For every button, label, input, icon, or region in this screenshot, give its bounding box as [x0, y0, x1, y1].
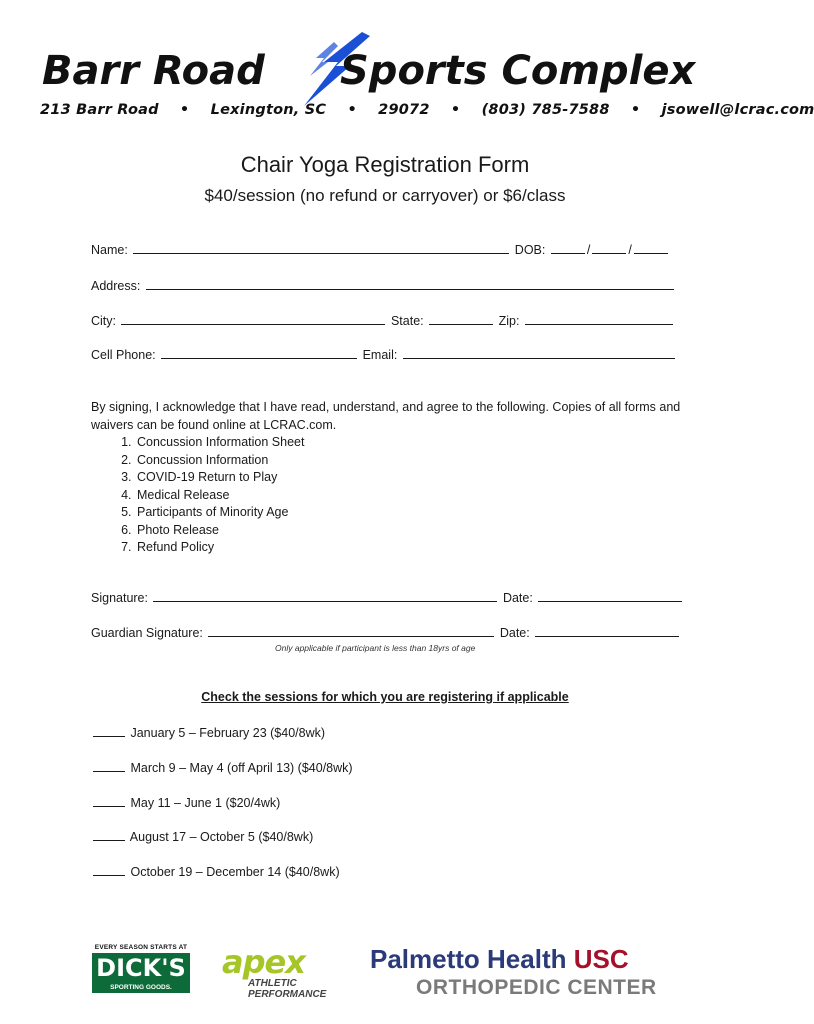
- dicks-subtitle: SPORTING GOODS.: [92, 983, 190, 993]
- palmetto-line2: ORTHOPEDIC CENTER: [416, 976, 657, 999]
- date-label: Date:: [502, 591, 533, 605]
- session-row: [91, 864, 340, 879]
- form-subtitle: $40/session (no refund or carryover) or $6/class: [204, 186, 566, 205]
- list-item: 7. Refund Policy: [135, 539, 681, 557]
- contact-line: [40, 102, 814, 118]
- signature-row: [91, 590, 684, 605]
- dob-slash: /: [586, 243, 591, 257]
- acknowledgement-text: By signing, I acknowledge that I have read, understand, and agree to the following. Copies of all forms and waivers can be found online at LCRAC.com.: [91, 400, 681, 432]
- list-item: 5. Participants of Minority Age: [135, 504, 681, 522]
- phone-email-row: [91, 347, 677, 362]
- list-item: 3. COVID-19 Return to Play: [135, 469, 681, 487]
- state-label: State:: [390, 314, 424, 328]
- cell-phone-field[interactable]: [161, 347, 357, 359]
- zip-label: Zip:: [498, 314, 520, 328]
- session-row: [91, 795, 280, 810]
- date-label: Date:: [499, 626, 530, 640]
- sessions-heading: Check the sessions for which you are registering if applicable: [201, 690, 569, 704]
- name-label: Name:: [91, 243, 128, 257]
- signature-date-field[interactable]: [538, 590, 682, 602]
- separator: •: [450, 102, 461, 118]
- phone-number: (803) 785-7588: [481, 102, 610, 118]
- apex-athletic-logo: [222, 943, 340, 1002]
- session-checkbox[interactable]: [93, 760, 125, 772]
- guardian-date-field[interactable]: [535, 625, 679, 637]
- apex-line1: ATHLETIC: [248, 978, 297, 989]
- zip-code: 29072: [378, 102, 430, 118]
- signature-label: Signature:: [91, 591, 148, 605]
- session-checkbox[interactable]: [93, 795, 125, 807]
- email-field[interactable]: [403, 347, 675, 359]
- session-label: August 17 – October 5 ($40/8wk): [129, 830, 314, 844]
- session-row: [91, 829, 313, 844]
- dicks-name: DICK'S: [92, 953, 190, 983]
- address-field[interactable]: [146, 278, 674, 290]
- session-label: May 11 – June 1 ($20/4wk): [130, 796, 281, 810]
- state-field[interactable]: [429, 313, 493, 325]
- session-checkbox[interactable]: [93, 829, 125, 841]
- session-checkbox[interactable]: [93, 725, 125, 737]
- usc-text: USC: [573, 944, 629, 974]
- separator: •: [347, 102, 357, 118]
- guardian-signature-row: [91, 625, 681, 640]
- session-label: October 19 – December 14 ($40/8wk): [130, 865, 340, 879]
- session-label: January 5 – February 23 ($40/8wk): [130, 726, 326, 740]
- dob-month-field[interactable]: [551, 242, 585, 254]
- session-row: [91, 760, 353, 775]
- guardian-signature-label: Guardian Signature:: [91, 626, 203, 640]
- address-row: [91, 278, 676, 293]
- apex-word: apex: [222, 943, 305, 981]
- city-state: Lexington, SC: [210, 102, 327, 118]
- list-item: 4. Medical Release: [135, 487, 681, 505]
- address-label: Address:: [91, 279, 141, 293]
- city-label: City:: [91, 314, 116, 328]
- separator: •: [179, 102, 190, 118]
- city-field[interactable]: [121, 313, 385, 325]
- city-state-zip-row: [91, 313, 675, 328]
- contact-email: jsowell@lcrac.com: [661, 102, 814, 118]
- signature-field[interactable]: [153, 590, 497, 602]
- dob-day-field[interactable]: [592, 242, 626, 254]
- name-field[interactable]: [133, 242, 509, 254]
- guardian-signature-field[interactable]: [208, 625, 494, 637]
- form-title: Chair Yoga Registration Form: [240, 152, 530, 177]
- sponsor-logos: [0, 940, 770, 1010]
- dob-year-field[interactable]: [634, 242, 668, 254]
- dob-slash: /: [628, 243, 632, 257]
- email-label: Email:: [362, 348, 398, 362]
- complex-logo: [38, 42, 728, 100]
- waiver-list: [91, 434, 681, 557]
- name-dob-row: [91, 242, 670, 257]
- separator: •: [630, 102, 641, 118]
- list-item: 6. Photo Release: [135, 522, 681, 540]
- palmetto-name: Palmetto Health: [370, 944, 567, 974]
- session-label: March 9 – May 4 (off April 13) ($40/8wk): [130, 761, 353, 775]
- cell-phone-label: Cell Phone:: [91, 348, 156, 362]
- list-item: 2. Concussion Information: [135, 452, 681, 470]
- palmetto-health-logo: [370, 944, 690, 1006]
- session-row: [91, 725, 325, 740]
- street-address: 213 Barr Road: [40, 102, 159, 118]
- dob-label: DOB:: [514, 243, 546, 257]
- apex-line2: PERFORMANCE: [248, 989, 327, 1000]
- list-item: 1. Concussion Information Sheet: [135, 434, 681, 452]
- session-checkbox[interactable]: [93, 864, 125, 876]
- dicks-tagline: EVERY SEASON STARTS AT: [94, 944, 188, 951]
- palmetto-line1: [370, 944, 690, 974]
- dicks-sporting-goods-logo: [92, 944, 190, 1000]
- acknowledgement-section: [91, 399, 681, 557]
- guardian-note: Only applicable if participant is less than 18yrs of age: [275, 643, 476, 653]
- logo-text-left: Barr Road: [42, 48, 265, 94]
- logo-text-right: Sports Complex: [340, 48, 696, 94]
- zip-field[interactable]: [525, 313, 673, 325]
